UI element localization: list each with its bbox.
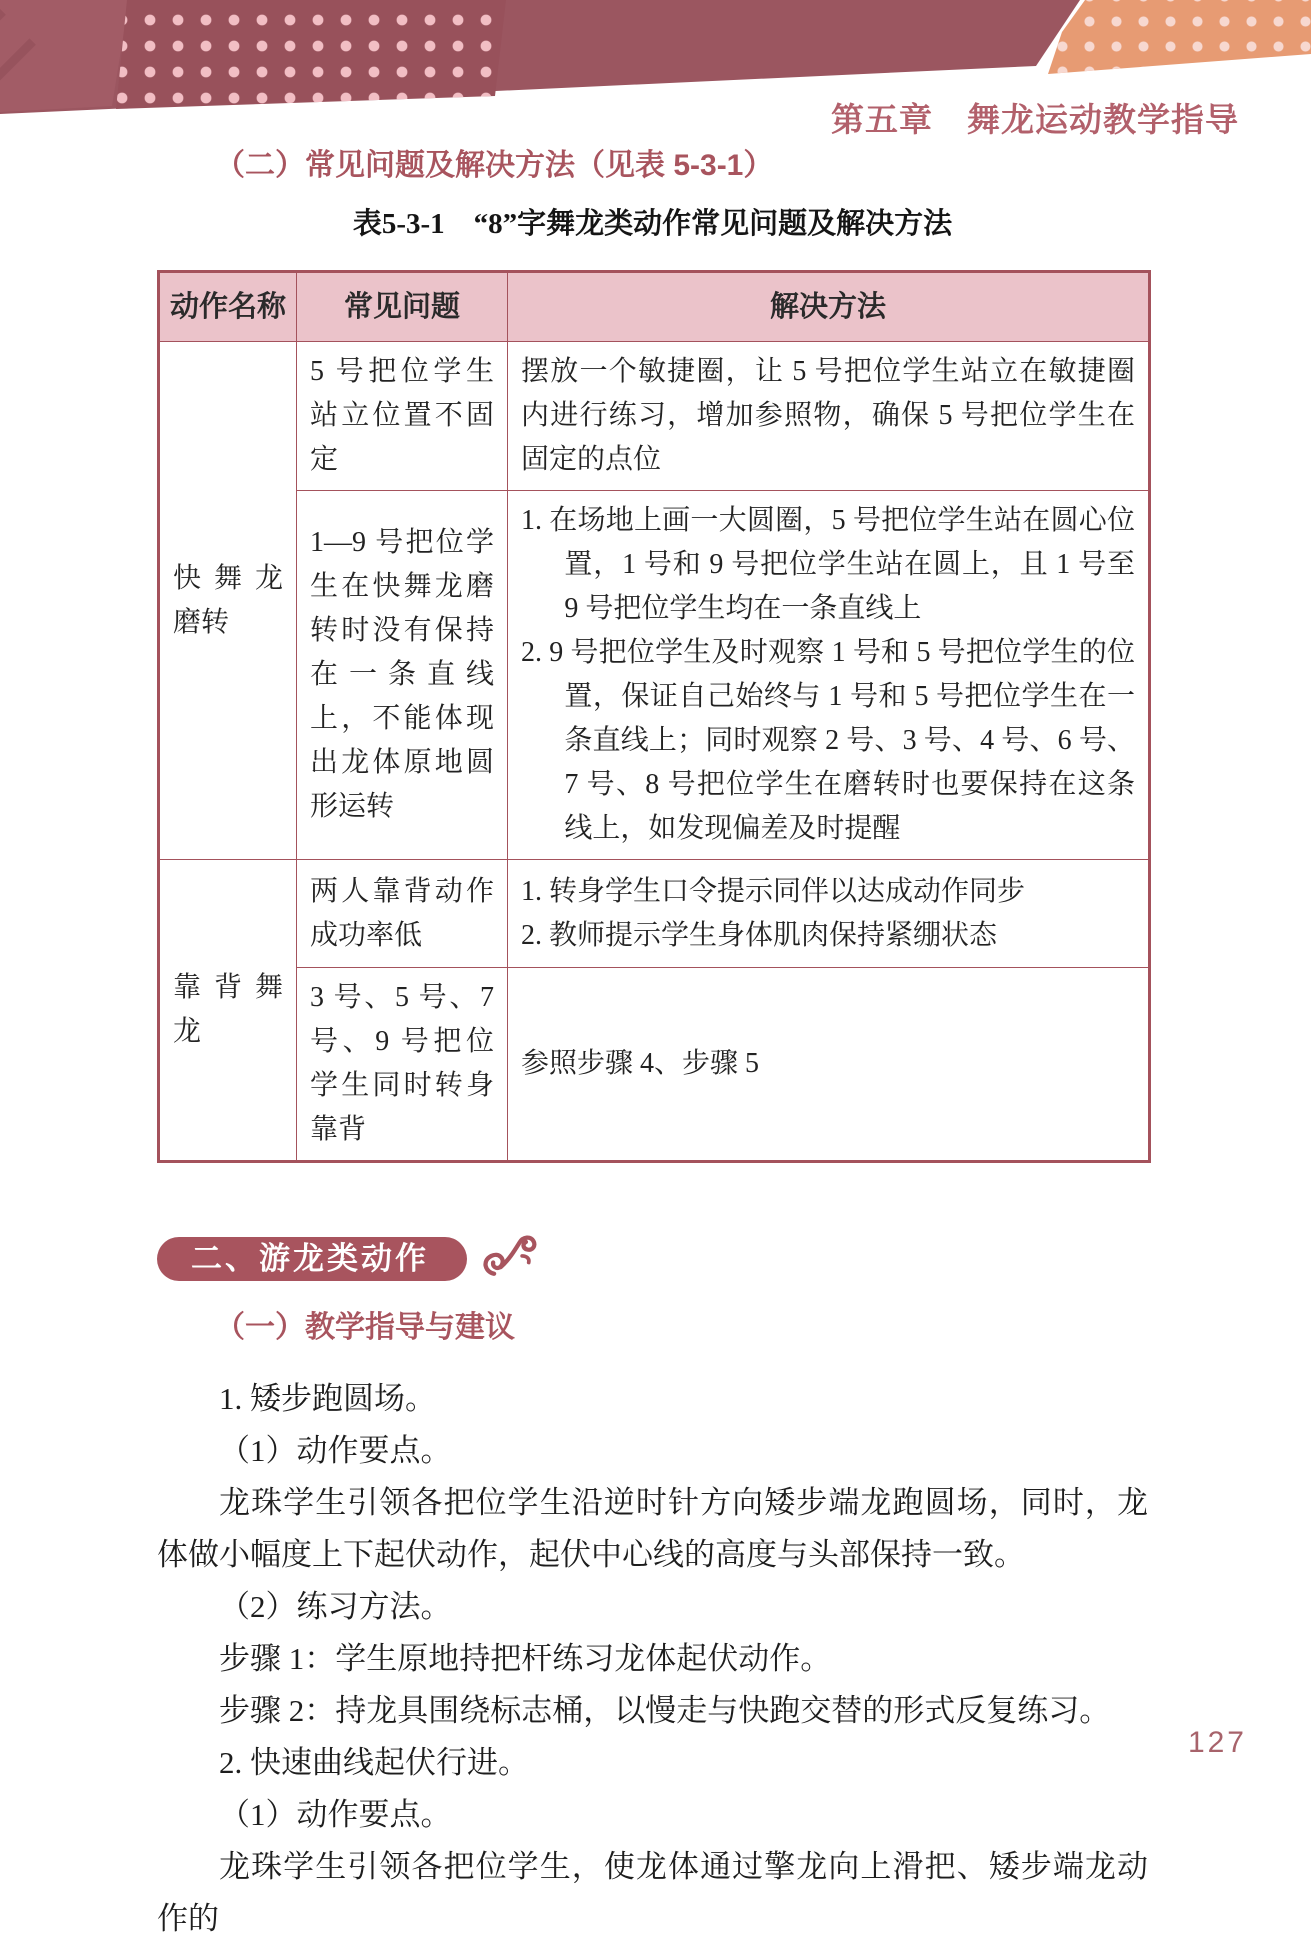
paragraph: 2. 快速曲线起伏行进。	[219, 1745, 529, 1780]
paragraph: （2）练习方法。	[219, 1589, 452, 1624]
paragraph: 龙珠学生引领各把位学生沿逆时针方向矮步端龙跑圆场，同时，龙体做小幅度上下起伏动作，起伏中心线的高度与头部保持一致。	[157, 1485, 1148, 1572]
body-text	[157, 1373, 1148, 1945]
solution-item: 1. 转身学生口令提示同伴以达成动作同步	[521, 875, 1026, 907]
page-number: 127	[1187, 1726, 1247, 1759]
problem-cell: 5 号把位学生站立位置不固定	[297, 342, 508, 491]
section-heading: （二）常见问题及解决方法（见表 5-3-1）	[215, 149, 774, 182]
column-header-common-problem: 常见问题	[297, 272, 508, 342]
paragraph: 步骤 1：学生原地持把杆练习龙体起伏动作。	[219, 1641, 832, 1676]
table-header-row	[159, 272, 1150, 342]
solution-cell: 摆放一个敏捷圈，让 5 号把位学生站立在敏捷圈内进行练习，增加参照物，确保 5 号把位学生在固定的点位	[508, 342, 1150, 491]
table-row	[159, 860, 1150, 968]
table-row	[159, 342, 1150, 491]
paragraph: 1. 矮步跑圆场。	[219, 1381, 436, 1416]
paragraph: 龙珠学生引领各把位学生，使龙体通过擎龙向上滑把、矮步端龙动作的	[157, 1849, 1148, 1936]
column-header-solution: 解决方法	[508, 272, 1150, 342]
table-caption: 表5-3-1 “8”字舞龙类动作常见问题及解决方法	[352, 208, 953, 240]
cloud-scroll-icon	[481, 1229, 539, 1281]
chevron-icon	[0, 38, 97, 172]
table-row	[159, 968, 1150, 1162]
page-content	[157, 146, 1148, 1945]
paragraph: （1）动作要点。	[219, 1433, 452, 1468]
solution-item: 1. 在场地上画一大圆圈，5 号把位学生站在圆心位置，1 号和 9 号把位学生站在圆上，且 1 号至 9 号把位学生均在一条直线上	[521, 505, 1135, 624]
table-row	[159, 491, 1150, 860]
solution-cell: 参照步骤 4、步骤 5	[508, 968, 1150, 1162]
solution-item: 2. 教师提示学生身体肌肉保持紧绷状态	[521, 919, 998, 951]
solution-cell	[508, 860, 1150, 968]
solution-item: 2. 9 号把位学生及时观察 1 号和 5 号把位学生的位置，保证自己始终与 1 号和 5 号把位学生在一条直线上；同时观察 2 号、3 号、4 号、6 号、7 号、8 号把位学生在磨转时也要保持在这条线上，如发现偏差及时提醒	[521, 637, 1135, 844]
problem-cell: 两人靠背动作成功率低	[297, 860, 508, 968]
column-header-action-name: 动作名称	[159, 272, 297, 342]
section-banner: 二、游龙类动作	[157, 1237, 467, 1281]
problem-cell: 1—9 号把位学生在快舞龙磨转时没有保持在一条直线上，不能体现出龙体原地圆形运转	[297, 491, 508, 860]
action-name-cell: 靠背舞龙	[159, 860, 297, 1162]
paragraph: 步骤 2：持龙具围绕标志桶，以慢走与快跑交替的形式反复练习。	[219, 1693, 1111, 1728]
paragraph: （1）动作要点。	[219, 1797, 452, 1832]
chapter-title: 第五章 舞龙运动教学指导	[831, 101, 1239, 138]
action-name-cell: 快舞龙磨转	[159, 342, 297, 860]
subsection-heading: （一）教学指导与建议	[215, 1311, 515, 1344]
problem-cell: 3 号、5 号、7 号、9 号把位学生同时转身靠背	[297, 968, 508, 1162]
solution-cell	[508, 491, 1150, 860]
section-banner-row	[157, 1217, 1148, 1275]
problems-solutions-table	[157, 270, 1151, 1163]
